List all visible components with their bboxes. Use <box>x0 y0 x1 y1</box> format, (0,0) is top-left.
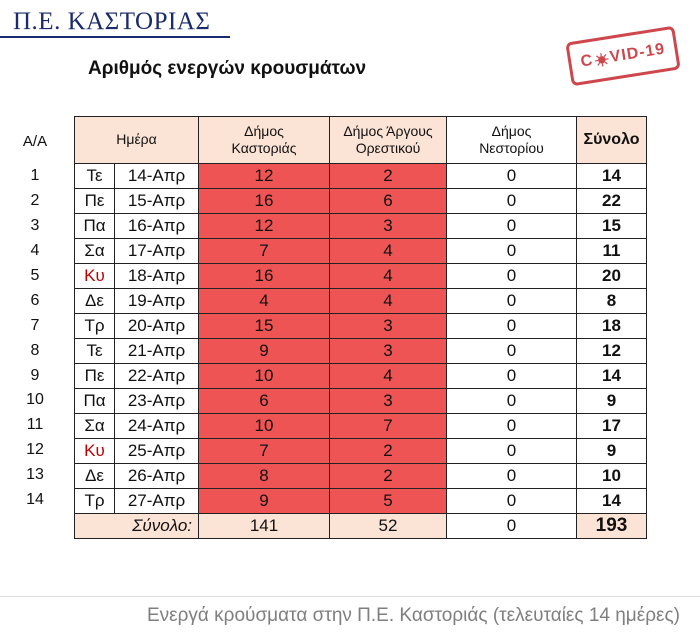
table-row <box>75 414 647 439</box>
stamp-text-end: VID-19 <box>608 40 667 66</box>
argos-cell: 4 <box>330 364 447 389</box>
table-row <box>75 339 647 364</box>
nestorio-cell: 0 <box>447 389 577 414</box>
row-number: 3 <box>30 217 40 235</box>
date-cell: 26-Απρ <box>115 464 199 489</box>
title-underline <box>0 36 230 38</box>
page-title: Π.Ε. ΚΑΣΤΟΡΙΑΣ <box>13 8 211 35</box>
table-row <box>75 189 647 214</box>
table-row <box>75 264 647 289</box>
day-cell: Τρ <box>75 489 115 514</box>
kastoria-cell: 10 <box>199 364 330 389</box>
kastoria-cell: 16 <box>199 189 330 214</box>
nestorio-cell: 0 <box>447 339 577 364</box>
argos-cell: 7 <box>330 414 447 439</box>
covid-stamp <box>565 26 681 87</box>
day-cell: Τε <box>75 339 115 364</box>
table-row <box>75 164 647 189</box>
day-cell: Τε <box>75 164 115 189</box>
kastoria-cell: 9 <box>199 339 330 364</box>
summary-argos: 52 <box>330 514 447 539</box>
kastoria-cell: 8 <box>199 464 330 489</box>
kastoria-cell: 15 <box>199 314 330 339</box>
row-number: 7 <box>30 316 40 334</box>
day-cell: Πε <box>75 364 115 389</box>
total-cell: 14 <box>577 164 647 189</box>
footer-caption: Ενεργά κρούσματα στην Π.Ε. Καστοριάς (τελευταίες 14 ημέρες) <box>146 605 680 626</box>
total-cell: 9 <box>577 389 647 414</box>
header-nestorio <box>447 117 577 164</box>
stamp-text-start: C <box>579 51 595 71</box>
nestorio-cell: 0 <box>447 314 577 339</box>
date-cell: 14-Απρ <box>115 164 199 189</box>
table-row <box>75 489 647 514</box>
row-number: 6 <box>30 291 40 309</box>
argos-cell: 2 <box>330 164 447 189</box>
date-cell: 15-Απρ <box>115 189 199 214</box>
argos-cell: 3 <box>330 339 447 364</box>
table-row <box>75 439 647 464</box>
kastoria-cell: 16 <box>199 264 330 289</box>
date-cell: 20-Απρ <box>115 314 199 339</box>
kastoria-cell: 9 <box>199 489 330 514</box>
header-day: Ημέρα <box>75 117 199 164</box>
kastoria-cell: 6 <box>199 389 330 414</box>
date-cell: 23-Απρ <box>115 389 199 414</box>
total-cell: 11 <box>577 239 647 264</box>
date-cell: 19-Απρ <box>115 289 199 314</box>
total-cell: 10 <box>577 464 647 489</box>
argos-cell: 4 <box>330 239 447 264</box>
nestorio-cell: 0 <box>447 414 577 439</box>
day-cell: Τρ <box>75 314 115 339</box>
summary-nestorio: 0 <box>447 514 577 539</box>
row-number-column <box>18 118 52 512</box>
day-cell: Πε <box>75 189 115 214</box>
nestorio-cell: 0 <box>447 214 577 239</box>
total-cell: 15 <box>577 214 647 239</box>
header-kastoria-line2: Καστοριάς <box>231 140 297 156</box>
date-cell: 25-Απρ <box>115 439 199 464</box>
day-cell: Κυ <box>75 264 115 289</box>
kastoria-cell: 10 <box>199 414 330 439</box>
nestorio-cell: 0 <box>447 164 577 189</box>
total-cell: 20 <box>577 264 647 289</box>
day-cell: Σα <box>75 239 115 264</box>
total-cell: 14 <box>577 364 647 389</box>
argos-cell: 4 <box>330 289 447 314</box>
nestorio-cell: 0 <box>447 189 577 214</box>
date-cell: 17-Απρ <box>115 239 199 264</box>
total-cell: 8 <box>577 289 647 314</box>
row-number: 13 <box>26 466 44 484</box>
table-row <box>75 364 647 389</box>
date-cell: 22-Απρ <box>115 364 199 389</box>
kastoria-cell: 12 <box>199 164 330 189</box>
day-cell: Σα <box>75 414 115 439</box>
day-cell: Πα <box>75 389 115 414</box>
day-cell: Δε <box>75 289 115 314</box>
day-cell: Κυ <box>75 439 115 464</box>
row-number: 11 <box>26 416 44 434</box>
total-cell: 22 <box>577 189 647 214</box>
kastoria-cell: 7 <box>199 239 330 264</box>
summary-label: Σύνολο: <box>75 514 199 539</box>
table-row <box>75 314 647 339</box>
argos-cell: 3 <box>330 214 447 239</box>
header-argos-line2: Ορεστικού <box>355 140 421 156</box>
nestorio-cell: 0 <box>447 489 577 514</box>
kastoria-cell: 7 <box>199 439 330 464</box>
argos-cell: 3 <box>330 314 447 339</box>
total-cell: 14 <box>577 489 647 514</box>
day-cell: Δε <box>75 464 115 489</box>
total-cell: 18 <box>577 314 647 339</box>
row-number: 9 <box>30 366 40 384</box>
day-cell: Πα <box>75 214 115 239</box>
summary-kastoria: 141 <box>199 514 330 539</box>
header-argos <box>330 117 447 164</box>
date-cell: 27-Απρ <box>115 489 199 514</box>
header-argos-line1: Δήμος Άργους <box>343 122 433 139</box>
table-subtitle: Αριθμός ενεργών κρουσμάτων <box>88 58 367 79</box>
row-number: 1 <box>30 167 40 185</box>
table-header-row <box>75 117 647 164</box>
date-cell: 16-Απρ <box>115 214 199 239</box>
table-row <box>75 214 647 239</box>
row-number: 5 <box>30 267 40 284</box>
nestorio-cell: 0 <box>447 264 577 289</box>
nestorio-cell: 0 <box>447 239 577 264</box>
active-cases-table <box>74 116 647 539</box>
argos-cell: 5 <box>330 489 447 514</box>
date-cell: 18-Απρ <box>115 264 199 289</box>
nestorio-cell: 0 <box>447 289 577 314</box>
table-row <box>75 389 647 414</box>
row-number: 10 <box>26 391 44 409</box>
row-number-header: Α/Α <box>22 132 48 150</box>
date-cell: 24-Απρ <box>115 414 199 439</box>
row-number: 2 <box>30 192 40 210</box>
argos-cell: 2 <box>330 464 447 489</box>
nestorio-cell: 0 <box>447 364 577 389</box>
kastoria-cell: 12 <box>199 214 330 239</box>
total-cell: 17 <box>577 414 647 439</box>
date-cell: 21-Απρ <box>115 339 199 364</box>
header-kastoria <box>199 117 330 164</box>
kastoria-cell: 4 <box>199 289 330 314</box>
argos-cell: 6 <box>330 189 447 214</box>
header-kastoria-line1: Δήμος <box>244 122 284 139</box>
header-total: Σύνολο <box>577 117 647 164</box>
total-cell: 12 <box>577 339 647 364</box>
table-row <box>75 464 647 489</box>
nestorio-cell: 0 <box>447 464 577 489</box>
row-number: 8 <box>30 341 40 359</box>
total-cell: 9 <box>577 439 647 464</box>
nestorio-cell: 0 <box>447 439 577 464</box>
row-number: 14 <box>26 491 44 509</box>
table-row <box>75 289 647 314</box>
row-number: 4 <box>30 242 40 260</box>
argos-cell: 3 <box>330 389 447 414</box>
table-row <box>75 239 647 264</box>
virus-icon <box>593 51 610 68</box>
summary-row <box>75 514 647 539</box>
row-number: 12 <box>26 441 44 459</box>
header-nestorio-line1: Δήμος <box>491 122 532 139</box>
argos-cell: 4 <box>330 264 447 289</box>
footer-divider <box>0 596 700 597</box>
header-nestorio-line2: Νεστορίου <box>479 140 544 156</box>
argos-cell: 2 <box>330 439 447 464</box>
summary-total: 193 <box>577 514 647 539</box>
